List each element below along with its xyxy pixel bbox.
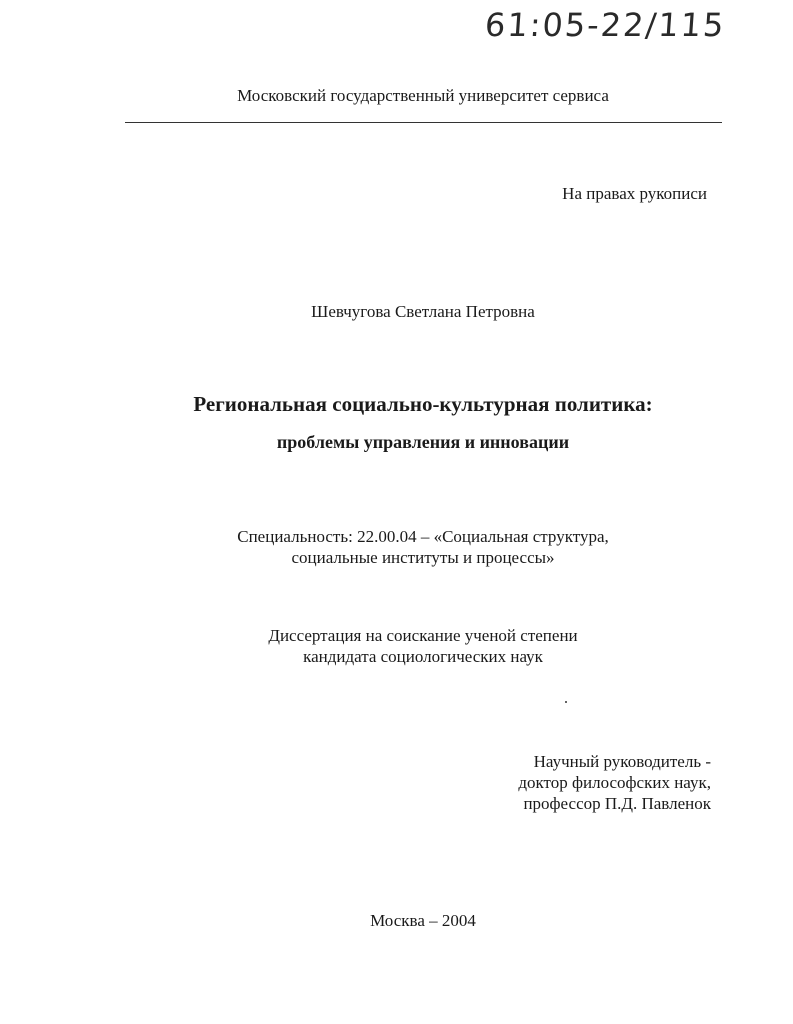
author-name: Шевчугова Светлана Петровна <box>311 302 535 321</box>
scan-speck <box>565 701 567 703</box>
university-name: Московский государственный университет сервиса <box>237 86 609 105</box>
header-divider <box>125 122 722 123</box>
dissertation-line-2: кандидата социологических наук <box>303 647 543 666</box>
supervisor-block <box>518 751 711 814</box>
specialty-line-1: Специальность: 22.00.04 – «Социальная структура, <box>237 527 609 546</box>
specialty-block <box>0 526 793 568</box>
thesis-subtitle: проблемы управления и инновации <box>276 432 570 452</box>
dissertation-line-1: Диссертация на соискание ученой степени <box>268 626 578 645</box>
supervisor-line-1: Научный руководитель - <box>533 752 711 771</box>
dissertation-block <box>0 625 793 667</box>
supervisor-line-3: профессор П.Д. Павленок <box>523 794 711 813</box>
rights-note: На правах рукописи <box>562 184 707 203</box>
specialty-line-2: социальные институты и процессы» <box>291 548 555 567</box>
catalog-number-handwritten: 61:05-22/115 <box>483 6 727 44</box>
city-year: Москва – 2004 <box>370 911 476 930</box>
supervisor-line-2: доктор философских наук, <box>518 773 711 792</box>
thesis-title: Региональная социально-культурная политика: <box>193 392 653 416</box>
